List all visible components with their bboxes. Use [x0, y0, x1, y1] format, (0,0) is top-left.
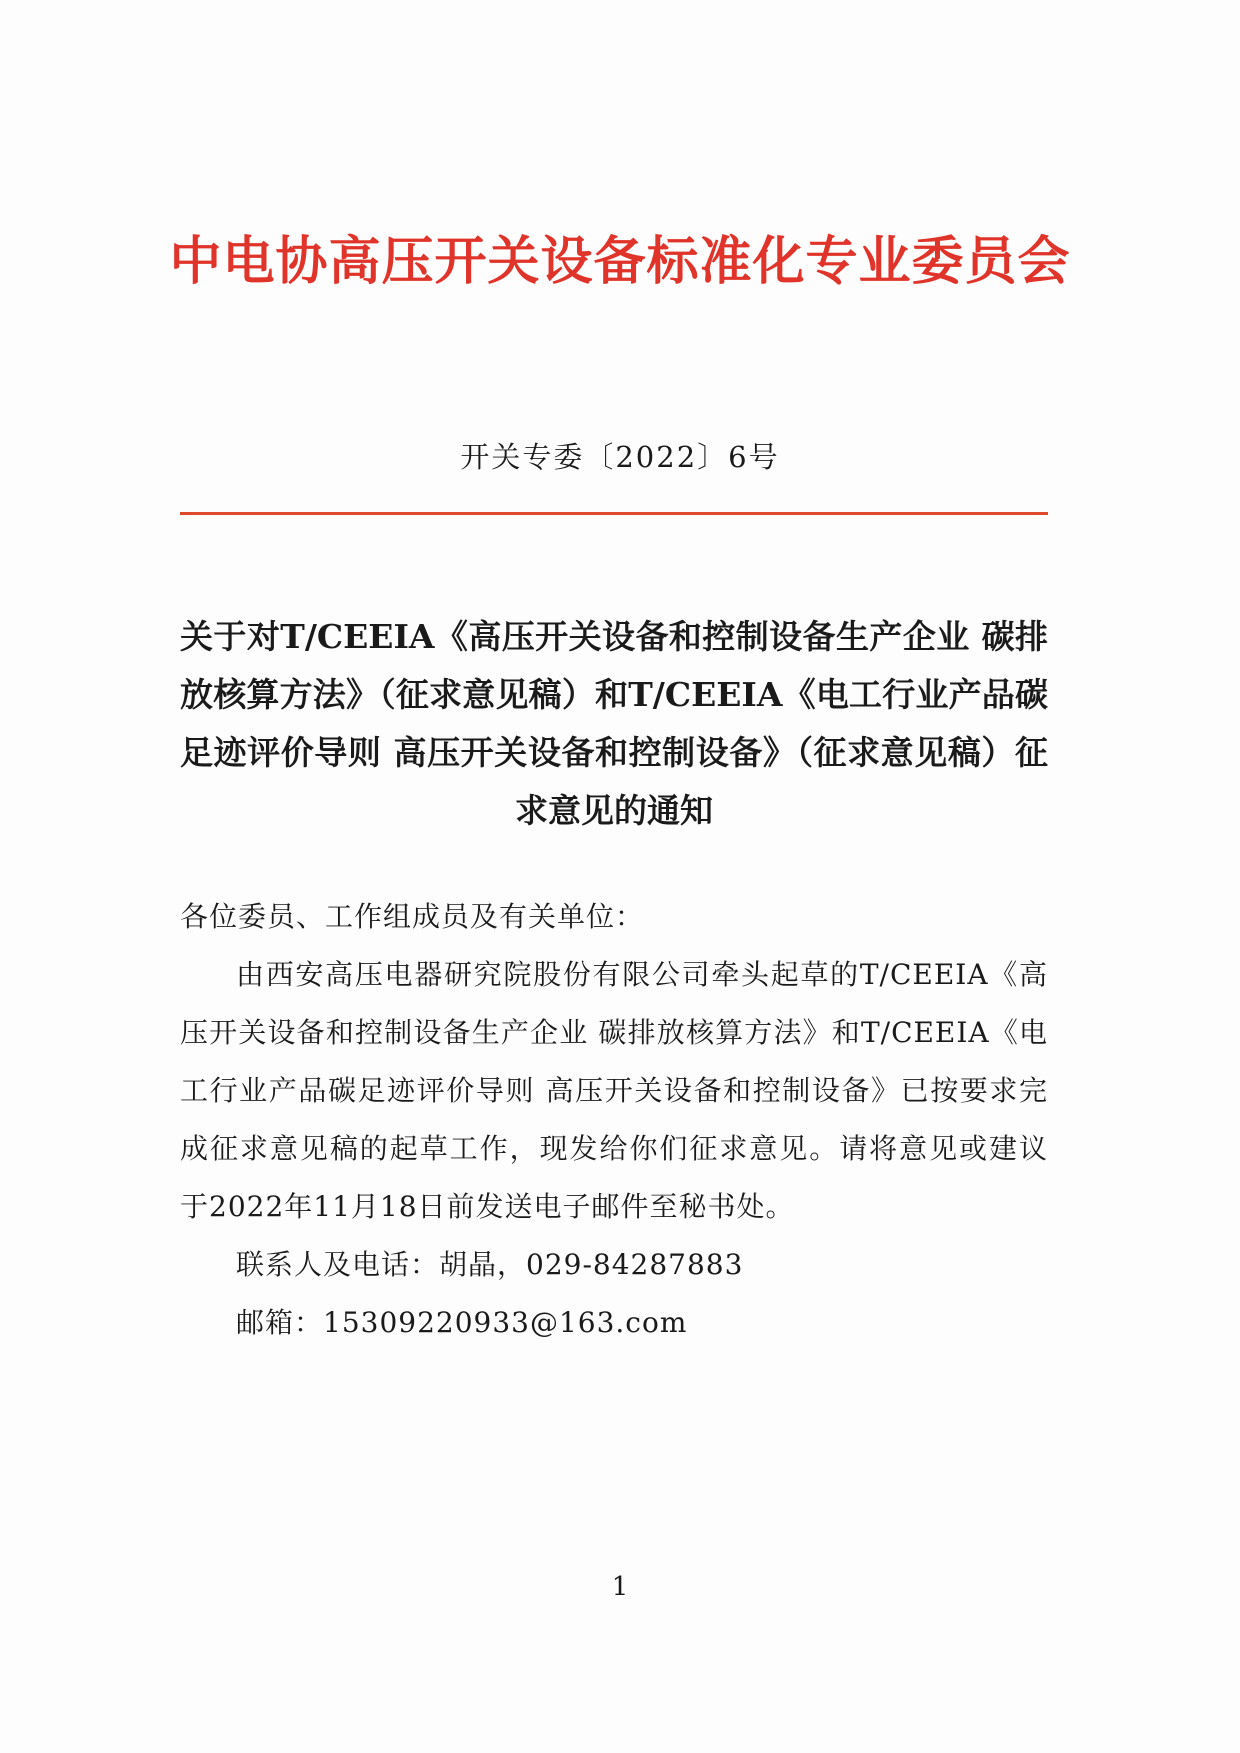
notice-body: [180, 888, 1048, 1352]
body-paragraph: 由西安高压电器研究院股份有限公司牵头起草的T/CEEIA《高压开关设备和控制设备生产企业 碳排放核算方法》和T/CEEIA《电工行业产品碳足迹评价导则 高压开关设备和控制设备》已按要求完成征求意见稿的起草工作，现发给你们征求意见。请将意见或建议于2022年11月18日前发送电子邮件至秘书处。: [180, 958, 1048, 1223]
organization-header: 中电协高压开关设备标准化专业委员会: [169, 232, 1071, 292]
contact-person: 联系人及电话：胡晶，029-84287883: [236, 1248, 744, 1281]
header-divider: [180, 512, 1048, 515]
document-number: 开关专委〔2022〕6号: [460, 440, 780, 474]
page-number: 1: [611, 1572, 629, 1602]
notice-title: 关于对T/CEEIA《高压开关设备和控制设备生产企业 碳排放核算方法》（征求意见稿）和T/CEEIA《电工行业产品碳足迹评价导则 高压开关设备和控制设备》（征求意见稿）征求意见的通知: [180, 617, 1048, 830]
salutation: 各位委员、工作组成员及有关单位：: [180, 900, 645, 933]
contact-email: 邮箱：15309220933@163.com: [236, 1306, 688, 1339]
